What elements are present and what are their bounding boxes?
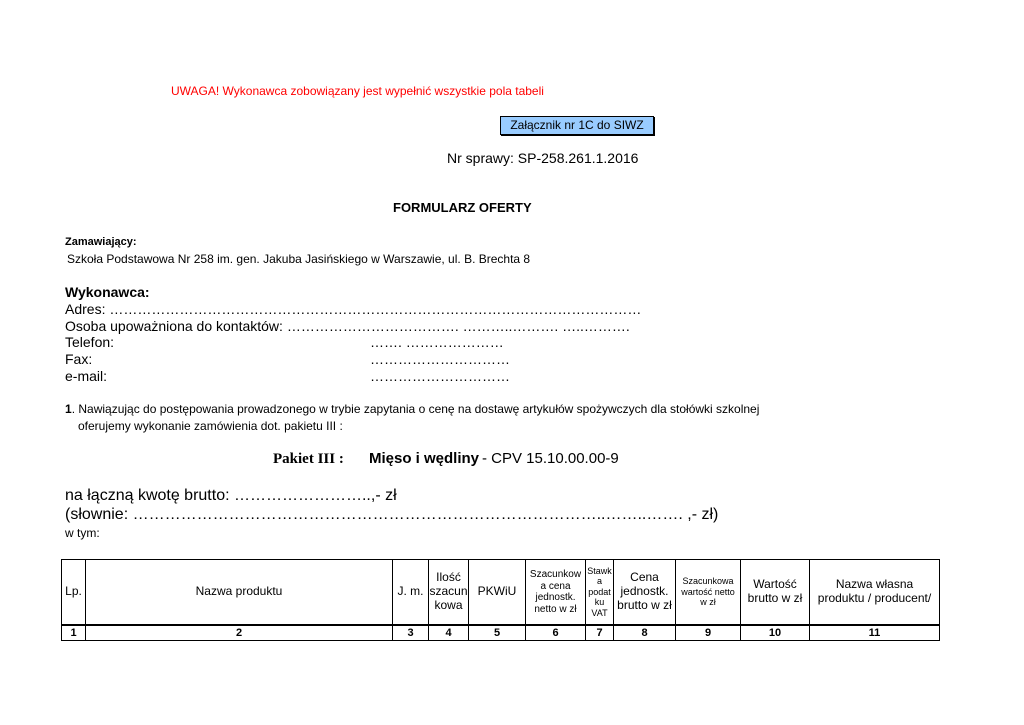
fax-field[interactable]: ………………………… bbox=[370, 351, 510, 367]
header-vat-rate bbox=[586, 560, 614, 626]
header-unit-net-price-line: jednostk. bbox=[535, 592, 576, 603]
header-gross-value bbox=[741, 560, 810, 626]
buyer-label: Zamawiający: bbox=[65, 236, 137, 248]
header-quantity-line: Ilość bbox=[436, 570, 461, 585]
contractor-label: Wykonawca: bbox=[65, 284, 150, 300]
annex-label: Załącznik nr 1C do SIWZ bbox=[500, 116, 654, 135]
header-gross-value-line: brutto w zł bbox=[747, 591, 803, 605]
header-pkwiu: PKWiU bbox=[469, 560, 526, 626]
header-unit-net-price-line: Szacunkow bbox=[529, 569, 582, 580]
header-quantity-line: kowa bbox=[434, 597, 463, 612]
column-number: 6 bbox=[526, 625, 586, 641]
point-1-text bbox=[65, 402, 759, 416]
header-quantity bbox=[429, 560, 469, 626]
header-unit-net-price-line: a cena bbox=[540, 580, 571, 592]
header-unit: J. m. bbox=[393, 560, 429, 626]
buyer-value: Szkoła Podstawowa Nr 258 im. gen. Jakuba Jasińskiego w Warszawie, ul. B. Brechta 8 bbox=[67, 252, 531, 266]
contact-person-field[interactable]: Osoba upoważniona do kontaktów: ………………………………. ………..………. …..………. bbox=[65, 318, 630, 334]
column-number: 3 bbox=[393, 625, 429, 641]
header-vat-rate-line: Stawk bbox=[587, 566, 612, 577]
package-name: Mięso i wędliny bbox=[369, 450, 480, 467]
offer-table bbox=[61, 559, 940, 641]
header-lp: Lp. bbox=[62, 560, 86, 626]
column-number: 7 bbox=[586, 625, 614, 641]
header-unit-gross-price-line: brutto w zł bbox=[617, 597, 672, 612]
package-cpv: - CPV 15.10.00.00-9 bbox=[482, 450, 619, 467]
header-product-name: Nazwa produktu bbox=[86, 560, 393, 626]
header-unit-net-price-line: netto w zł bbox=[534, 603, 577, 615]
header-vat-rate-line: ku bbox=[594, 597, 605, 608]
page-title: FORMULARZ OFERTY bbox=[393, 200, 532, 215]
point-1-number: 1 bbox=[65, 402, 72, 416]
fax-label: Fax: bbox=[65, 351, 93, 367]
header-unit-gross-price-line: jednostk. bbox=[620, 584, 669, 599]
header-net-value-line: wartość netto bbox=[681, 586, 735, 597]
header-unit-gross-price bbox=[614, 560, 676, 626]
case-number: Nr sprawy: SP-258.261.1.2016 bbox=[447, 150, 639, 166]
warning-note: UWAGA! Wykonawca zobowiązany jest wypełnić wszystkie pola tabeli bbox=[171, 84, 544, 98]
column-number: 1 bbox=[62, 625, 86, 641]
amount-in-words-field[interactable]: (słownie: ……………………………………………………………………………..……..……. ,- zł) bbox=[65, 506, 719, 523]
header-net-value bbox=[676, 560, 741, 626]
column-number: 11 bbox=[810, 625, 940, 641]
header-gross-value-line: Wartość bbox=[753, 577, 797, 592]
header-own-product-name-line: Nazwa własna bbox=[835, 577, 914, 592]
point-1-line2: oferujemy wykonanie zamówienia dot. pakietu III : bbox=[78, 419, 343, 433]
column-number: 9 bbox=[676, 625, 741, 641]
package-label: Pakiet III : bbox=[273, 451, 344, 467]
column-number: 2 bbox=[86, 625, 393, 641]
column-number: 8 bbox=[614, 625, 676, 641]
address-field[interactable]: Adres: …………………………………………………………………………………………………… bbox=[65, 301, 642, 317]
column-number: 5 bbox=[469, 625, 526, 641]
header-own-product-name-line: produktu / producent/ bbox=[817, 591, 932, 605]
header-vat-rate-line: podat bbox=[588, 586, 611, 597]
total-gross-field[interactable]: na łączną kwotę brutto: ……………………..,- zł bbox=[65, 487, 397, 504]
header-unit-gross-price-line: Cena bbox=[630, 570, 659, 585]
phone-field[interactable]: ……. ………………… bbox=[370, 334, 504, 350]
header-quantity-line: szacun bbox=[429, 584, 468, 599]
column-number: 4 bbox=[429, 625, 469, 641]
column-number: 10 bbox=[741, 625, 810, 641]
including-label: w tym: bbox=[65, 526, 100, 540]
table-header-row bbox=[62, 560, 940, 626]
header-unit-net-price bbox=[526, 560, 586, 626]
email-label: e-mail: bbox=[65, 368, 108, 384]
email-field[interactable]: ………………………… bbox=[370, 368, 510, 384]
header-own-product-name bbox=[810, 560, 940, 626]
header-vat-rate-line: VAT bbox=[591, 607, 608, 618]
header-net-value-line: Szacunkowa bbox=[682, 576, 734, 587]
column-number-row bbox=[62, 625, 940, 641]
point-1-line1: . Nawiązując do postępowania prowadzonego w trybie zapytania o cenę na dostawę artykułów spożywczych dla stołówki szkolnej bbox=[71, 402, 760, 416]
header-vat-rate-line: a bbox=[596, 576, 602, 587]
header-net-value-line: w zł bbox=[700, 597, 716, 608]
phone-label: Telefon: bbox=[65, 334, 115, 350]
